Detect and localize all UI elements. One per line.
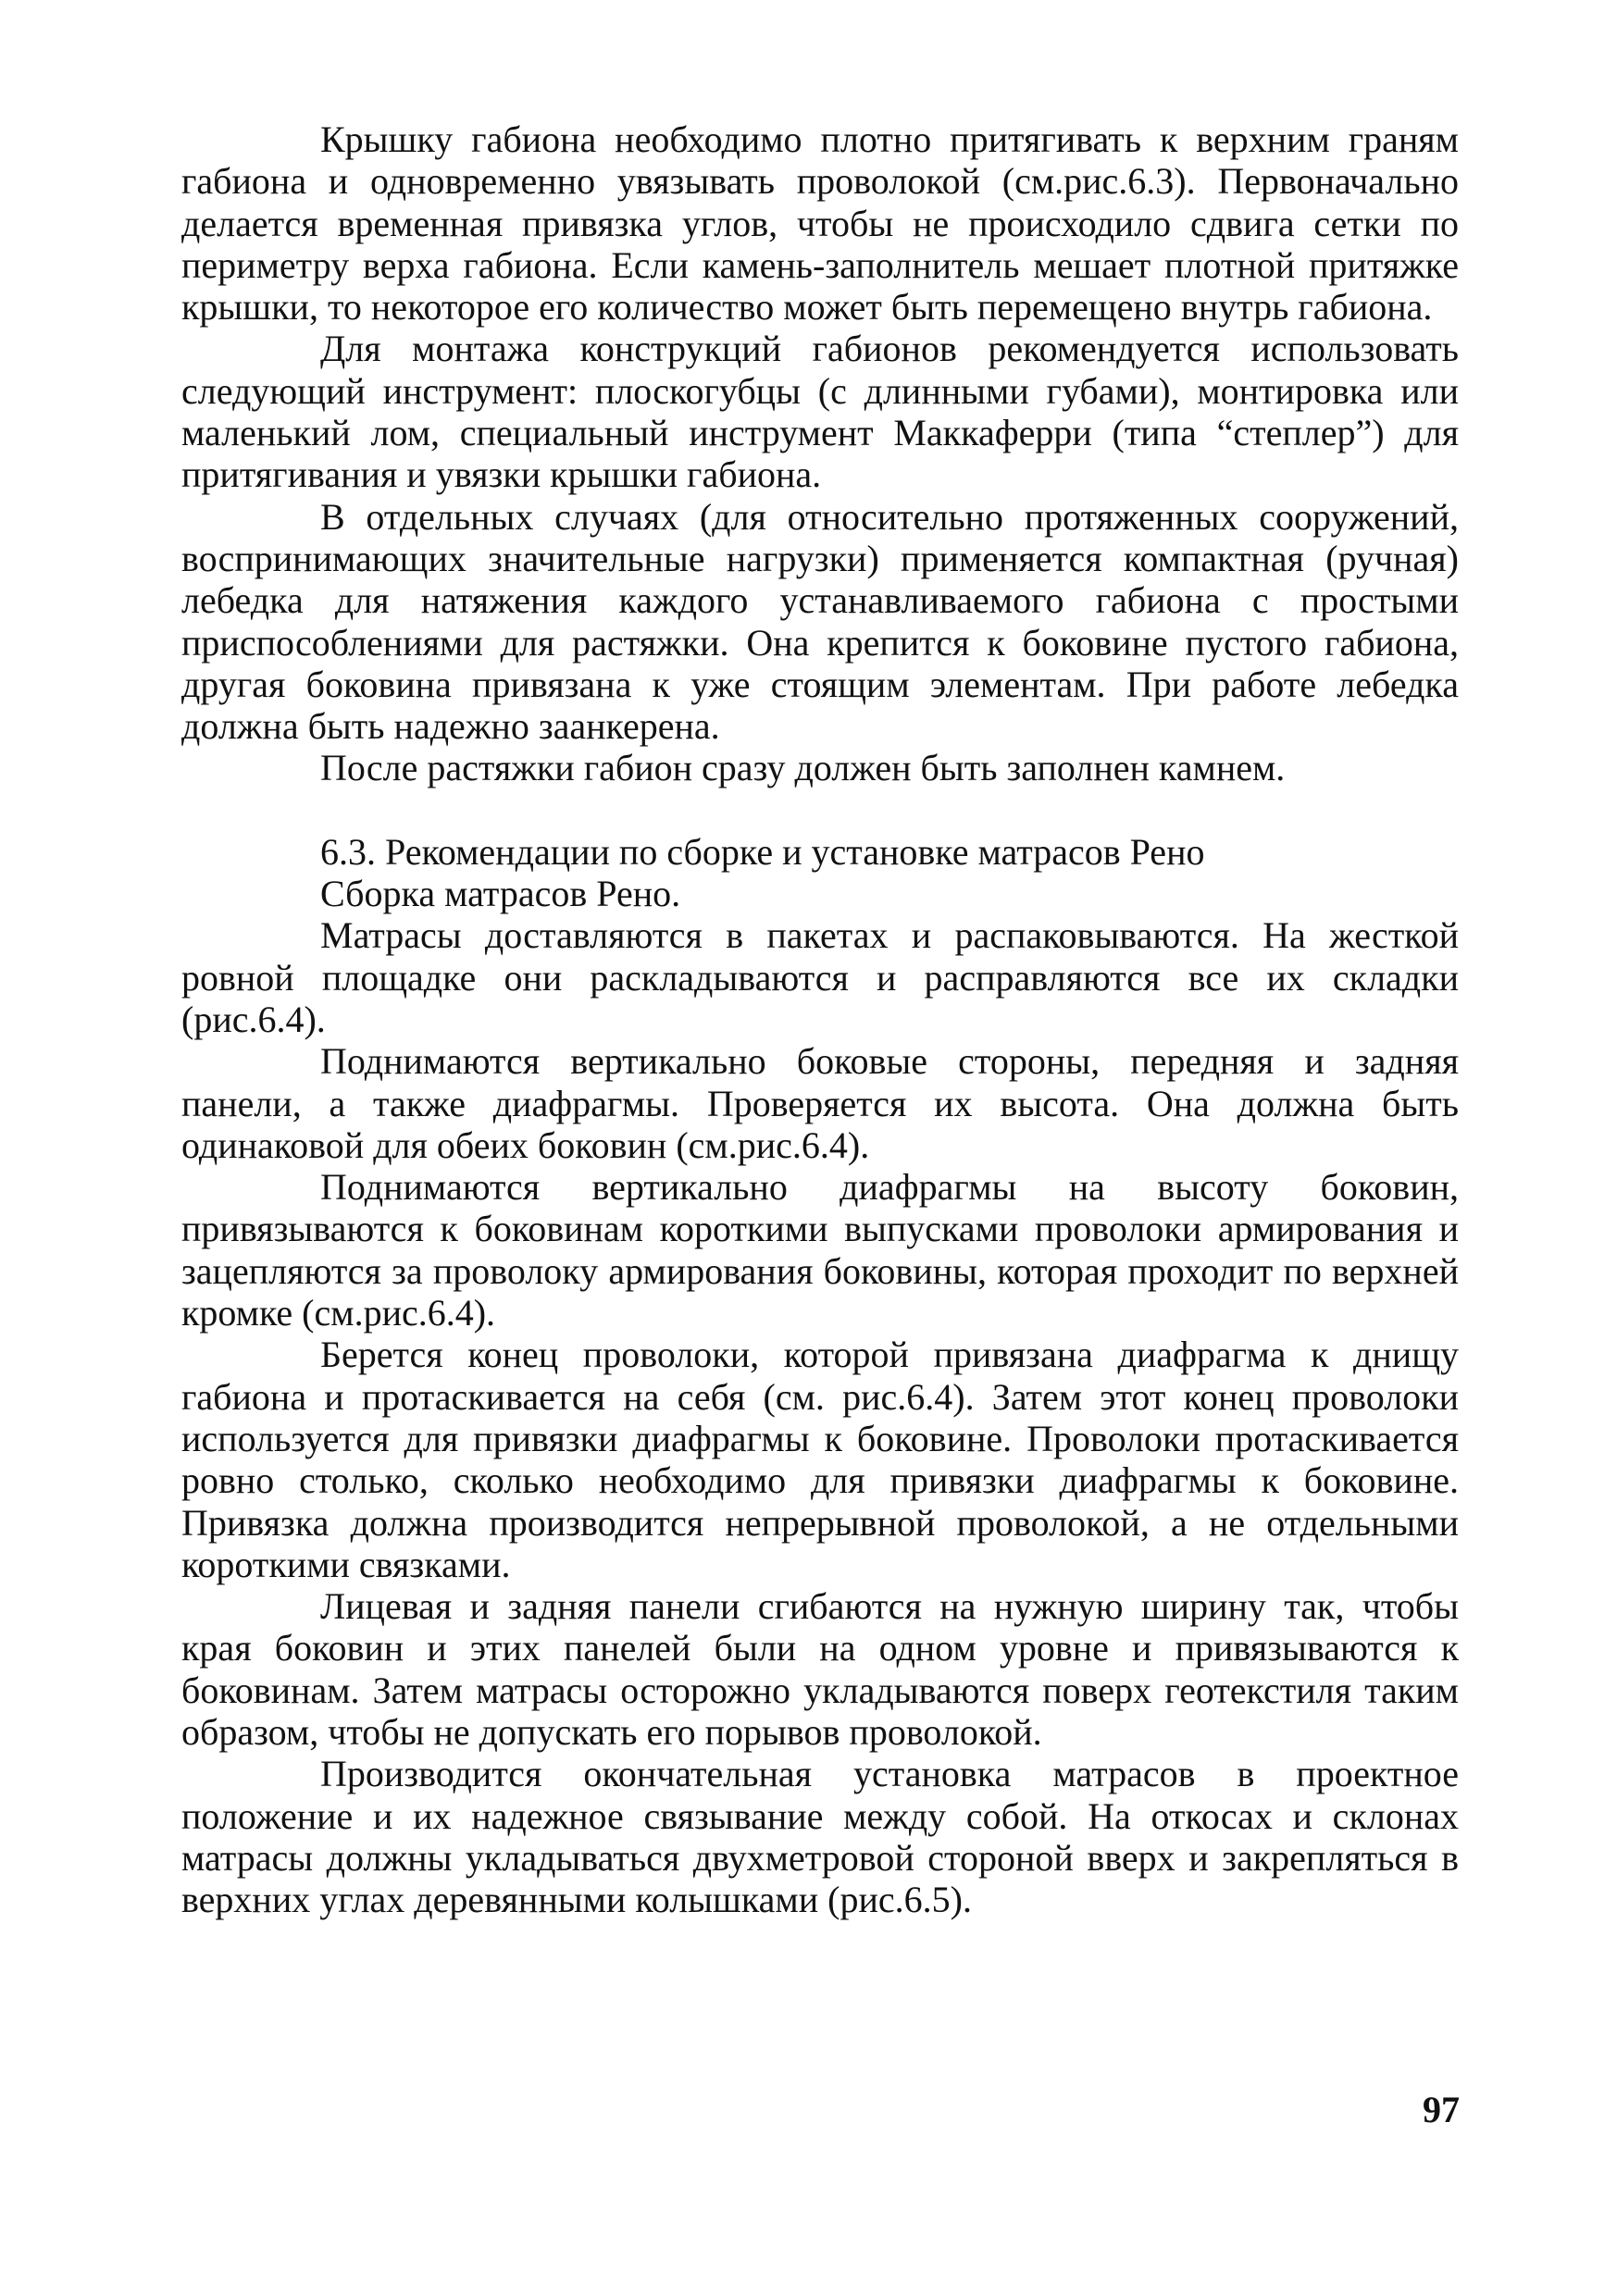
- paragraph-wire-tie: Берется конец проволоки, которой привязана диафрагма к днищу габиона и протаскивается на себя (см. рис.6.4). Затем этот конец проволоки используется для привязки диафрагмы к боковине. Проволоки протаскивается ровно столько, сколько необходимо для привязки диафрагмы к боковине. Привязка должна производится непрерывной проволокой, а не отдельными короткими связками.: [181, 1334, 1459, 1585]
- paragraph-tools: Для монтажа конструкций габионов рекомендуется использовать следующий инструмент: плоскогубцы (с длинными губами), монтировка или маленький лом, специальный инструмент Маккаферри (типа “степлер”) для притягивания и увязки крышки габиона.: [181, 328, 1459, 496]
- paragraph-delivery: Матрасы доставляются в пакетах и распаковываются. На жесткой ровной площадке они раскладываются и расправляются все их складки (рис.6.4).: [181, 914, 1459, 1040]
- paragraph-gabion-lid: Крышку габиона необходимо плотно притягивать к верхним граням габиона и одновременно увязывать проволокой (см.рис.6.3). Первоначально делается временная привязка углов, чтобы не происходило сдвига сетки по периметру верха габиона. Если камень-заполнитель мешает плотной притяжке крышки, то некоторое его количество может быть перемещено внутрь габиона.: [181, 118, 1459, 329]
- paragraph-raise-sides: Поднимаются вертикально боковые стороны, передняя и задняя панели, а также диафрагмы. Проверяется их высота. Она должна быть одинаковой для обеих боковин (см.рис.6.4).: [181, 1040, 1459, 1166]
- paragraph-final-installation: Производится окончательная установка матрасов в проектное положение и их надежное связывание между собой. На откосах и склонах матрасы должны укладываться двухметровой стороной вверх и закрепляться в верхних углах деревянными колышками (рис.6.5).: [181, 1753, 1459, 1921]
- paragraph-panels: Лицевая и задняя панели сгибаются на нужную ширину так, чтобы края боковин и этих панелей были на одном уровне и привязываются к боковинам. Затем матрасы осторожно укладываются поверх геотекстиля таким образом, чтобы не допускать его порывов проволокой.: [181, 1585, 1459, 1753]
- paragraph-winch: В отдельных случаях (для относительно протяженных сооружений, воспринимающих значительные нагрузки) применяется компактная (ручная) лебедка для натяжения каждого устанавливаемого габиона с простыми приспособлениями для растяжки. Она крепится к боковине пустого габиона, другая боковина привязана к уже стоящим элементам. При работе лебедка должна быть надежно заанкерена.: [181, 495, 1459, 748]
- page-number: 97: [1423, 2089, 1460, 2130]
- subheading: Сборка матрасов Рено.: [320, 873, 681, 915]
- paragraph-fill-stone: После растяжки габион сразу должен быть заполнен камнем.: [320, 747, 1286, 789]
- page-body: [181, 118, 1459, 1920]
- paragraph-raise-diaphragms: Поднимаются вертикально диафрагмы на высоту боковин, привязываются к боковинам короткими выпусками проволоки армирования и зацепляются за проволоку армирования боковины, которая проходит по верхней кромке (см.рис.6.4).: [181, 1166, 1459, 1334]
- section-title: 6.3. Рекомендации по сборке и установке матрасов Рено: [320, 830, 1205, 873]
